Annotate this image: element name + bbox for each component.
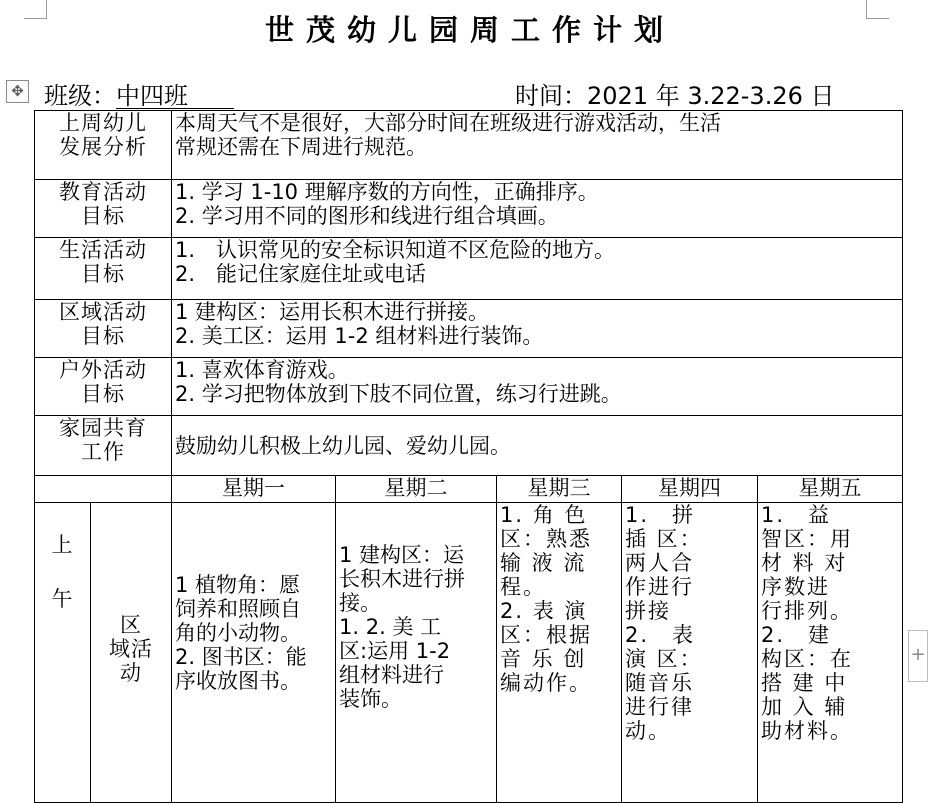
section-content[interactable]: 1. 认识常见的安全标识知道不区危险的地方。 2. 能记住家庭住址或电话 xyxy=(172,238,903,300)
wednesday-activity-cell[interactable]: 1. 角 色 区：熟悉 输 液 流 程。 2. 表 演 区：根据 音 乐 创 编动作。 xyxy=(497,503,622,803)
section-content[interactable]: 本周天气不是很好，大部分时间在班级进行游戏活动，生活 常规还需在下周进行规范。 xyxy=(172,111,903,180)
section-label[interactable]: 户外活动 目标 xyxy=(35,358,172,416)
section-label[interactable]: 上周幼儿 发展分析 xyxy=(35,111,172,180)
tuesday-activity-cell[interactable]: 1 建构区：运 长积木进行拼 接。 1. 2. 美 工 区:运用 1-2 组材料进行 装饰。 xyxy=(336,503,497,803)
section-row xyxy=(35,111,903,180)
section-content[interactable]: 1. 学习 1-10 理解序数的方向性，正确排序。 2. 学习用不同的图形和线进行组合填画。 xyxy=(172,180,903,238)
section-content[interactable]: 鼓励幼儿积极上幼儿园、爱幼儿园。 xyxy=(172,416,903,476)
activity-type-cell[interactable]: 区 域活 动 xyxy=(91,503,172,803)
morning-row xyxy=(35,503,903,803)
class-label: 班级： xyxy=(44,82,116,110)
weekday-thursday[interactable]: 星期四 xyxy=(622,476,758,503)
weekday-monday[interactable]: 星期一 xyxy=(172,476,336,503)
weekday-header-row xyxy=(35,476,903,503)
period-cell[interactable]: 上 午 xyxy=(35,503,91,803)
section-row xyxy=(35,238,903,300)
section-label[interactable]: 区域活动 目标 xyxy=(35,300,172,358)
table-move-handle-icon[interactable]: ✥ xyxy=(6,80,29,103)
class-value: 中四班 xyxy=(116,84,234,109)
thursday-activity-cell[interactable]: 1. 拼 插 区： 两人合 作进行 拼接 2. 表 演 区： 随音乐 进行律 动。 xyxy=(622,503,758,803)
section-label[interactable]: 生活活动 目标 xyxy=(35,238,172,300)
section-label[interactable]: 家园共育 工作 xyxy=(35,416,172,476)
class-line xyxy=(44,76,234,111)
section-row xyxy=(35,180,903,238)
section-row xyxy=(35,300,903,358)
monday-activity-cell[interactable]: 1 植物角：愿 饲养和照顾自 角的小动物。 2. 图书区：能 序收放图书。 xyxy=(172,503,336,803)
section-label[interactable]: 教育活动 目标 xyxy=(35,180,172,238)
weekday-corner-cell[interactable] xyxy=(35,476,172,503)
section-content[interactable]: 1 建构区：运用长积木进行拼接。 2. 美工区：运用 1-2 组材料进行装饰。 xyxy=(172,300,903,358)
date-text: 时间：2021 年 3.22-3.26 日 xyxy=(515,82,835,110)
weekday-friday[interactable]: 星期五 xyxy=(758,476,903,503)
weekly-plan-table xyxy=(34,110,903,803)
weekday-tuesday[interactable]: 星期二 xyxy=(336,476,497,503)
section-content[interactable]: 1. 喜欢体育游戏。 2. 学习把物体放到下肢不同位置，练习行进跳。 xyxy=(172,358,903,416)
friday-activity-cell[interactable]: 1. 益 智区：用 材 料 对 序数进 行排列。 2. 建 构区：在 搭 建 中 加 入 辅 助材料。 xyxy=(758,503,903,803)
add-column-handle-icon[interactable]: + xyxy=(908,630,928,682)
document-title: 世茂幼儿园周工作计划 xyxy=(264,13,675,47)
section-row xyxy=(35,416,903,476)
weekday-wednesday[interactable]: 星期三 xyxy=(497,476,622,503)
section-row xyxy=(35,358,903,416)
